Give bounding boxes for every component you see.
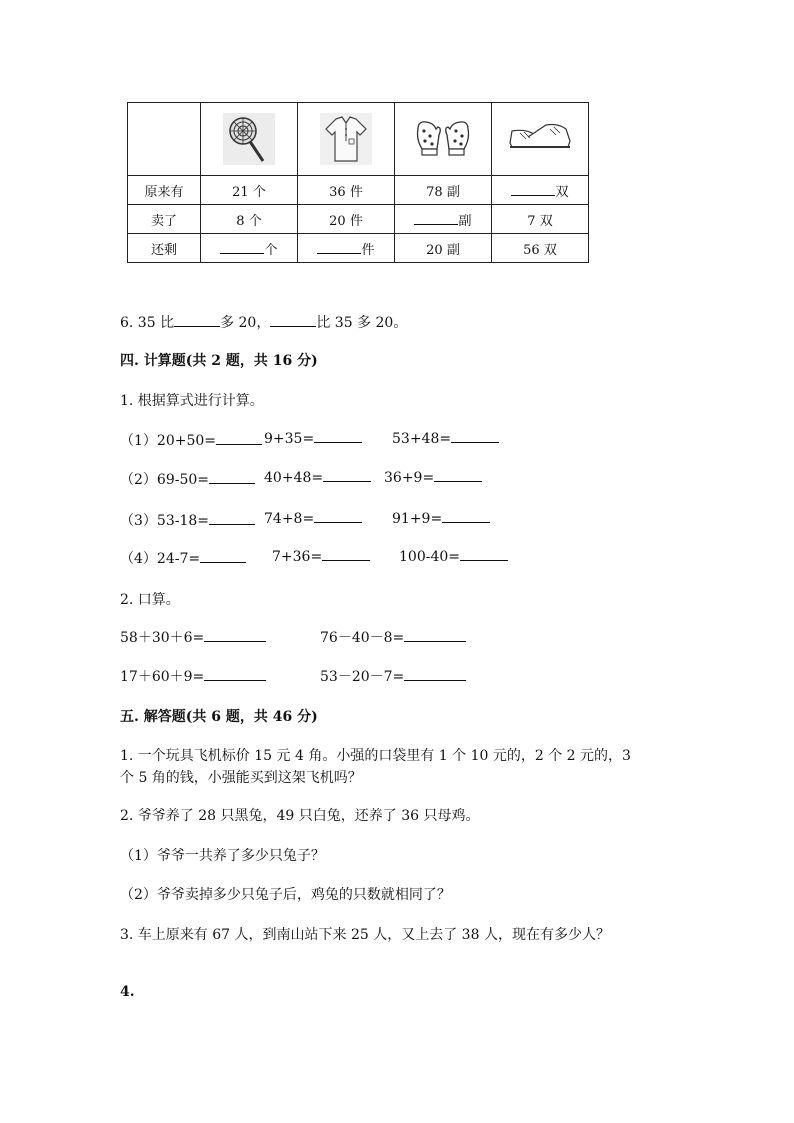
table-row-sold: [128, 205, 589, 234]
shirt-picture-cell: [298, 103, 395, 176]
calc-expression: 69-50=: [156, 472, 210, 488]
table-cell-answer[interactable]: [395, 205, 492, 234]
calc-item: [384, 469, 482, 486]
table-cell-answer[interactable]: [201, 234, 298, 263]
calc-num: （1）: [120, 433, 157, 449]
table-row-original: [128, 176, 589, 205]
section-5-title: 五. 解答题(共 6 题，共 46 分): [120, 709, 318, 725]
answer-blank[interactable]: [414, 212, 458, 225]
answer-blank[interactable]: [204, 629, 266, 642]
shoes-picture-cell: [492, 103, 589, 176]
row-label: 还剩: [128, 234, 201, 263]
mental-item: [320, 627, 466, 647]
answer-blank[interactable]: [220, 241, 264, 254]
unit-label: 双: [555, 184, 569, 200]
table-image-row: [128, 103, 589, 176]
q5-4-text: 4.: [120, 984, 135, 1000]
question-6: [120, 312, 407, 332]
answer-blank[interactable]: [323, 469, 371, 482]
calc-expression: 53+48=: [392, 431, 452, 447]
q5-2-text: 2. 爷爷养了 28 只黑兔，49 只白兔，还养了 36 只母鸡。: [120, 808, 480, 824]
calc-expression: 17＋60＋9=: [120, 669, 205, 685]
answer-blank[interactable]: [174, 314, 220, 327]
table-row-remaining: [128, 234, 589, 263]
goods-table: [127, 102, 589, 263]
lollipop-picture-cell: [201, 103, 298, 176]
calc-expression: 53－20－7=: [320, 669, 405, 685]
calc-expression: 58＋30＋6=: [120, 630, 205, 646]
table-cell: 20 副: [395, 234, 492, 263]
table-cell: 56 双: [492, 234, 589, 263]
mental-item: [320, 666, 466, 686]
shoes-icon: [506, 121, 574, 157]
q4-2-title: 2. 口算。: [120, 592, 180, 608]
calc-item: [264, 469, 371, 486]
calc-item: [392, 510, 490, 527]
calc-item: [272, 548, 370, 565]
calc-row: [120, 430, 262, 450]
q5-2-sub1: （1）爷爷一共养了多少只兔子？: [120, 848, 325, 864]
calc-expression: 9+35=: [264, 431, 315, 447]
q5-3-text: 3. 车上原来有 67 人，到南山站下来 25 人，又上去了 38 人，现在有多少人？: [120, 927, 610, 943]
row-label: 卖了: [128, 205, 201, 234]
calc-expression: 76－40－8=: [320, 630, 405, 646]
calc-expression: 7+36=: [272, 549, 323, 565]
calc-row: [120, 469, 255, 489]
q6-part1: 6. 35 比: [120, 315, 175, 331]
mental-item: [120, 666, 266, 686]
answer-blank[interactable]: [209, 471, 255, 484]
table-cell-answer[interactable]: [492, 176, 589, 205]
calc-item: [264, 510, 362, 527]
answer-blank[interactable]: [460, 548, 508, 561]
table-cell-answer[interactable]: [298, 234, 395, 263]
table-cell: 20 件: [298, 205, 395, 234]
table-cell: 36 件: [298, 176, 395, 205]
calc-expression: 20+50=: [156, 433, 217, 449]
answer-blank[interactable]: [442, 510, 490, 523]
calc-num: （2）: [120, 472, 157, 488]
q4-1-title: 1. 根据算式进行计算。: [120, 393, 264, 409]
calc-expression: 36+9=: [384, 470, 435, 486]
answer-blank[interactable]: [209, 512, 255, 525]
answer-blank[interactable]: [200, 550, 246, 563]
q5-1-line1: 1. 一个玩具飞机标价 15 元 4 角。小强的口袋里有 1 个 10 元的，2 个 2 元的，3: [120, 748, 631, 764]
table-cell: 78 副: [395, 176, 492, 205]
answer-blank[interactable]: [270, 314, 316, 327]
mental-item: [120, 627, 266, 647]
calc-expression: 53-18=: [156, 513, 210, 529]
lollipop-icon: [221, 111, 277, 167]
calc-expression: 40+48=: [264, 470, 324, 486]
calc-item: [264, 430, 362, 447]
mittens-picture-cell: [395, 103, 492, 176]
mittens-icon: [412, 119, 474, 159]
answer-blank[interactable]: [434, 469, 482, 482]
answer-blank[interactable]: [314, 510, 362, 523]
answer-blank[interactable]: [404, 668, 466, 681]
calc-expression: 100-40=: [399, 549, 460, 565]
calc-item: [392, 430, 499, 447]
answer-blank[interactable]: [511, 183, 555, 196]
answer-blank[interactable]: [451, 430, 499, 443]
answer-blank[interactable]: [314, 430, 362, 443]
table-corner-cell: [128, 103, 201, 176]
q5-1-line2: 个 5 角的钱，小强能买到这架飞机吗？: [120, 770, 362, 786]
answer-blank[interactable]: [322, 548, 370, 561]
shirt-icon: [318, 111, 374, 167]
calc-expression: 91+9=: [392, 511, 443, 527]
calc-expression: 74+8=: [264, 511, 315, 527]
calc-row: [120, 548, 246, 568]
section-4-title: 四. 计算题(共 2 题，共 16 分): [120, 353, 318, 369]
row-label: 原来有: [128, 176, 201, 205]
calc-num: （4）: [120, 551, 157, 567]
answer-blank[interactable]: [204, 668, 266, 681]
q6-part3: 比 35 多 20。: [316, 315, 408, 331]
answer-blank[interactable]: [404, 629, 466, 642]
unit-label: 个: [264, 242, 278, 258]
q5-2-sub2: （2）爷爷卖掉多少只兔子后，鸡兔的只数就相同了？: [120, 887, 451, 903]
table-cell: 8 个: [201, 205, 298, 234]
answer-blank[interactable]: [216, 432, 262, 445]
calc-row: [120, 510, 255, 530]
calc-item: [399, 548, 508, 565]
table-cell: 21 个: [201, 176, 298, 205]
unit-label: 副: [458, 213, 472, 229]
calc-num: （3）: [120, 513, 157, 529]
answer-blank[interactable]: [317, 241, 361, 254]
q6-part2: 多 20，: [220, 315, 271, 331]
calc-expression: 24-7=: [156, 551, 201, 567]
table-cell: 7 双: [492, 205, 589, 234]
unit-label: 件: [361, 242, 375, 258]
